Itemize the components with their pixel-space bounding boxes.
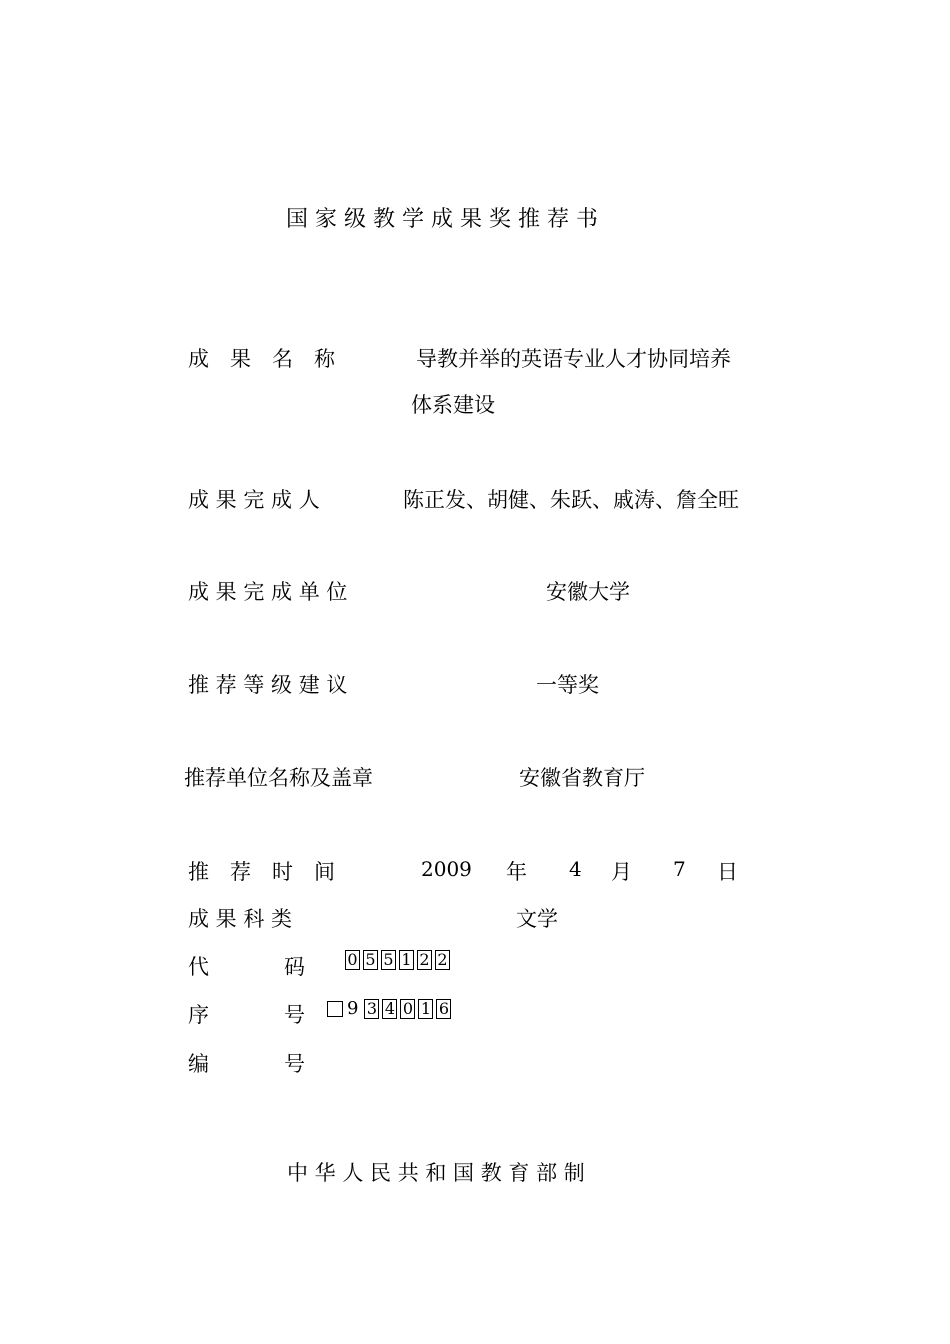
serial-digit-box: 4 (382, 999, 397, 1019)
label-number-b: 号 (284, 1052, 305, 1076)
document-title: 国 家 级 教 学 成 果 奖 推 荐 书 (286, 207, 598, 232)
value-achievement-name-line1: 导教并举的英语专业人才协同培养 (416, 347, 731, 371)
label-completers: 成 果 完 成 人 (188, 488, 320, 512)
label-recommender: 推荐单位名称及盖章 (184, 766, 373, 790)
label-day-unit: 日 (717, 860, 738, 884)
value-year: 2009 (421, 857, 472, 881)
label-year-unit: 年 (506, 860, 527, 884)
code-digit-box: 5 (363, 950, 378, 970)
value-day: 7 (673, 857, 686, 881)
label-number-a: 编 (188, 1052, 209, 1076)
value-level: 一等奖 (536, 673, 599, 697)
code-digits (345, 949, 453, 970)
code-digit-box: 2 (435, 950, 450, 970)
label-time: 推 荐 时 间 (188, 860, 335, 884)
serial-digits (327, 998, 454, 1019)
label-serial-b: 号 (284, 1003, 305, 1027)
value-achievement-name-line2: 体系建设 (411, 393, 495, 417)
label-unit: 成 果 完 成 单 位 (188, 580, 348, 604)
label-code-b: 码 (284, 955, 305, 979)
serial-digit-box: 6 (436, 999, 451, 1019)
serial-digit-box: 1 (418, 999, 433, 1019)
code-digit-box: 0 (345, 950, 360, 970)
serial-prefix: 9 (347, 998, 359, 1019)
label-month-unit: 月 (611, 860, 632, 884)
serial-digit-box: 0 (400, 999, 415, 1019)
label-achievement-name: 成 果 名 称 (188, 347, 335, 371)
label-serial-a: 序 (188, 1003, 209, 1027)
value-unit: 安徽大学 (546, 580, 630, 604)
label-category: 成 果 科 类 (188, 907, 293, 931)
label-level: 推 荐 等 级 建 议 (188, 673, 348, 697)
empty-checkbox-icon (327, 1001, 343, 1017)
code-digit-box: 5 (381, 950, 396, 970)
code-digit-box: 2 (417, 950, 432, 970)
value-completers: 陈正发、胡健、朱跃、戚涛、詹全旺 (403, 488, 739, 512)
value-month: 4 (569, 857, 582, 881)
serial-digit-box: 3 (364, 999, 379, 1019)
value-category: 文学 (516, 907, 558, 931)
label-code-a: 代 (188, 955, 209, 979)
issuer-footer: 中 华 人 民 共 和 国 教 育 部 制 (287, 1161, 585, 1185)
value-recommender: 安徽省教育厅 (519, 766, 645, 790)
code-digit-box: 1 (399, 950, 414, 970)
